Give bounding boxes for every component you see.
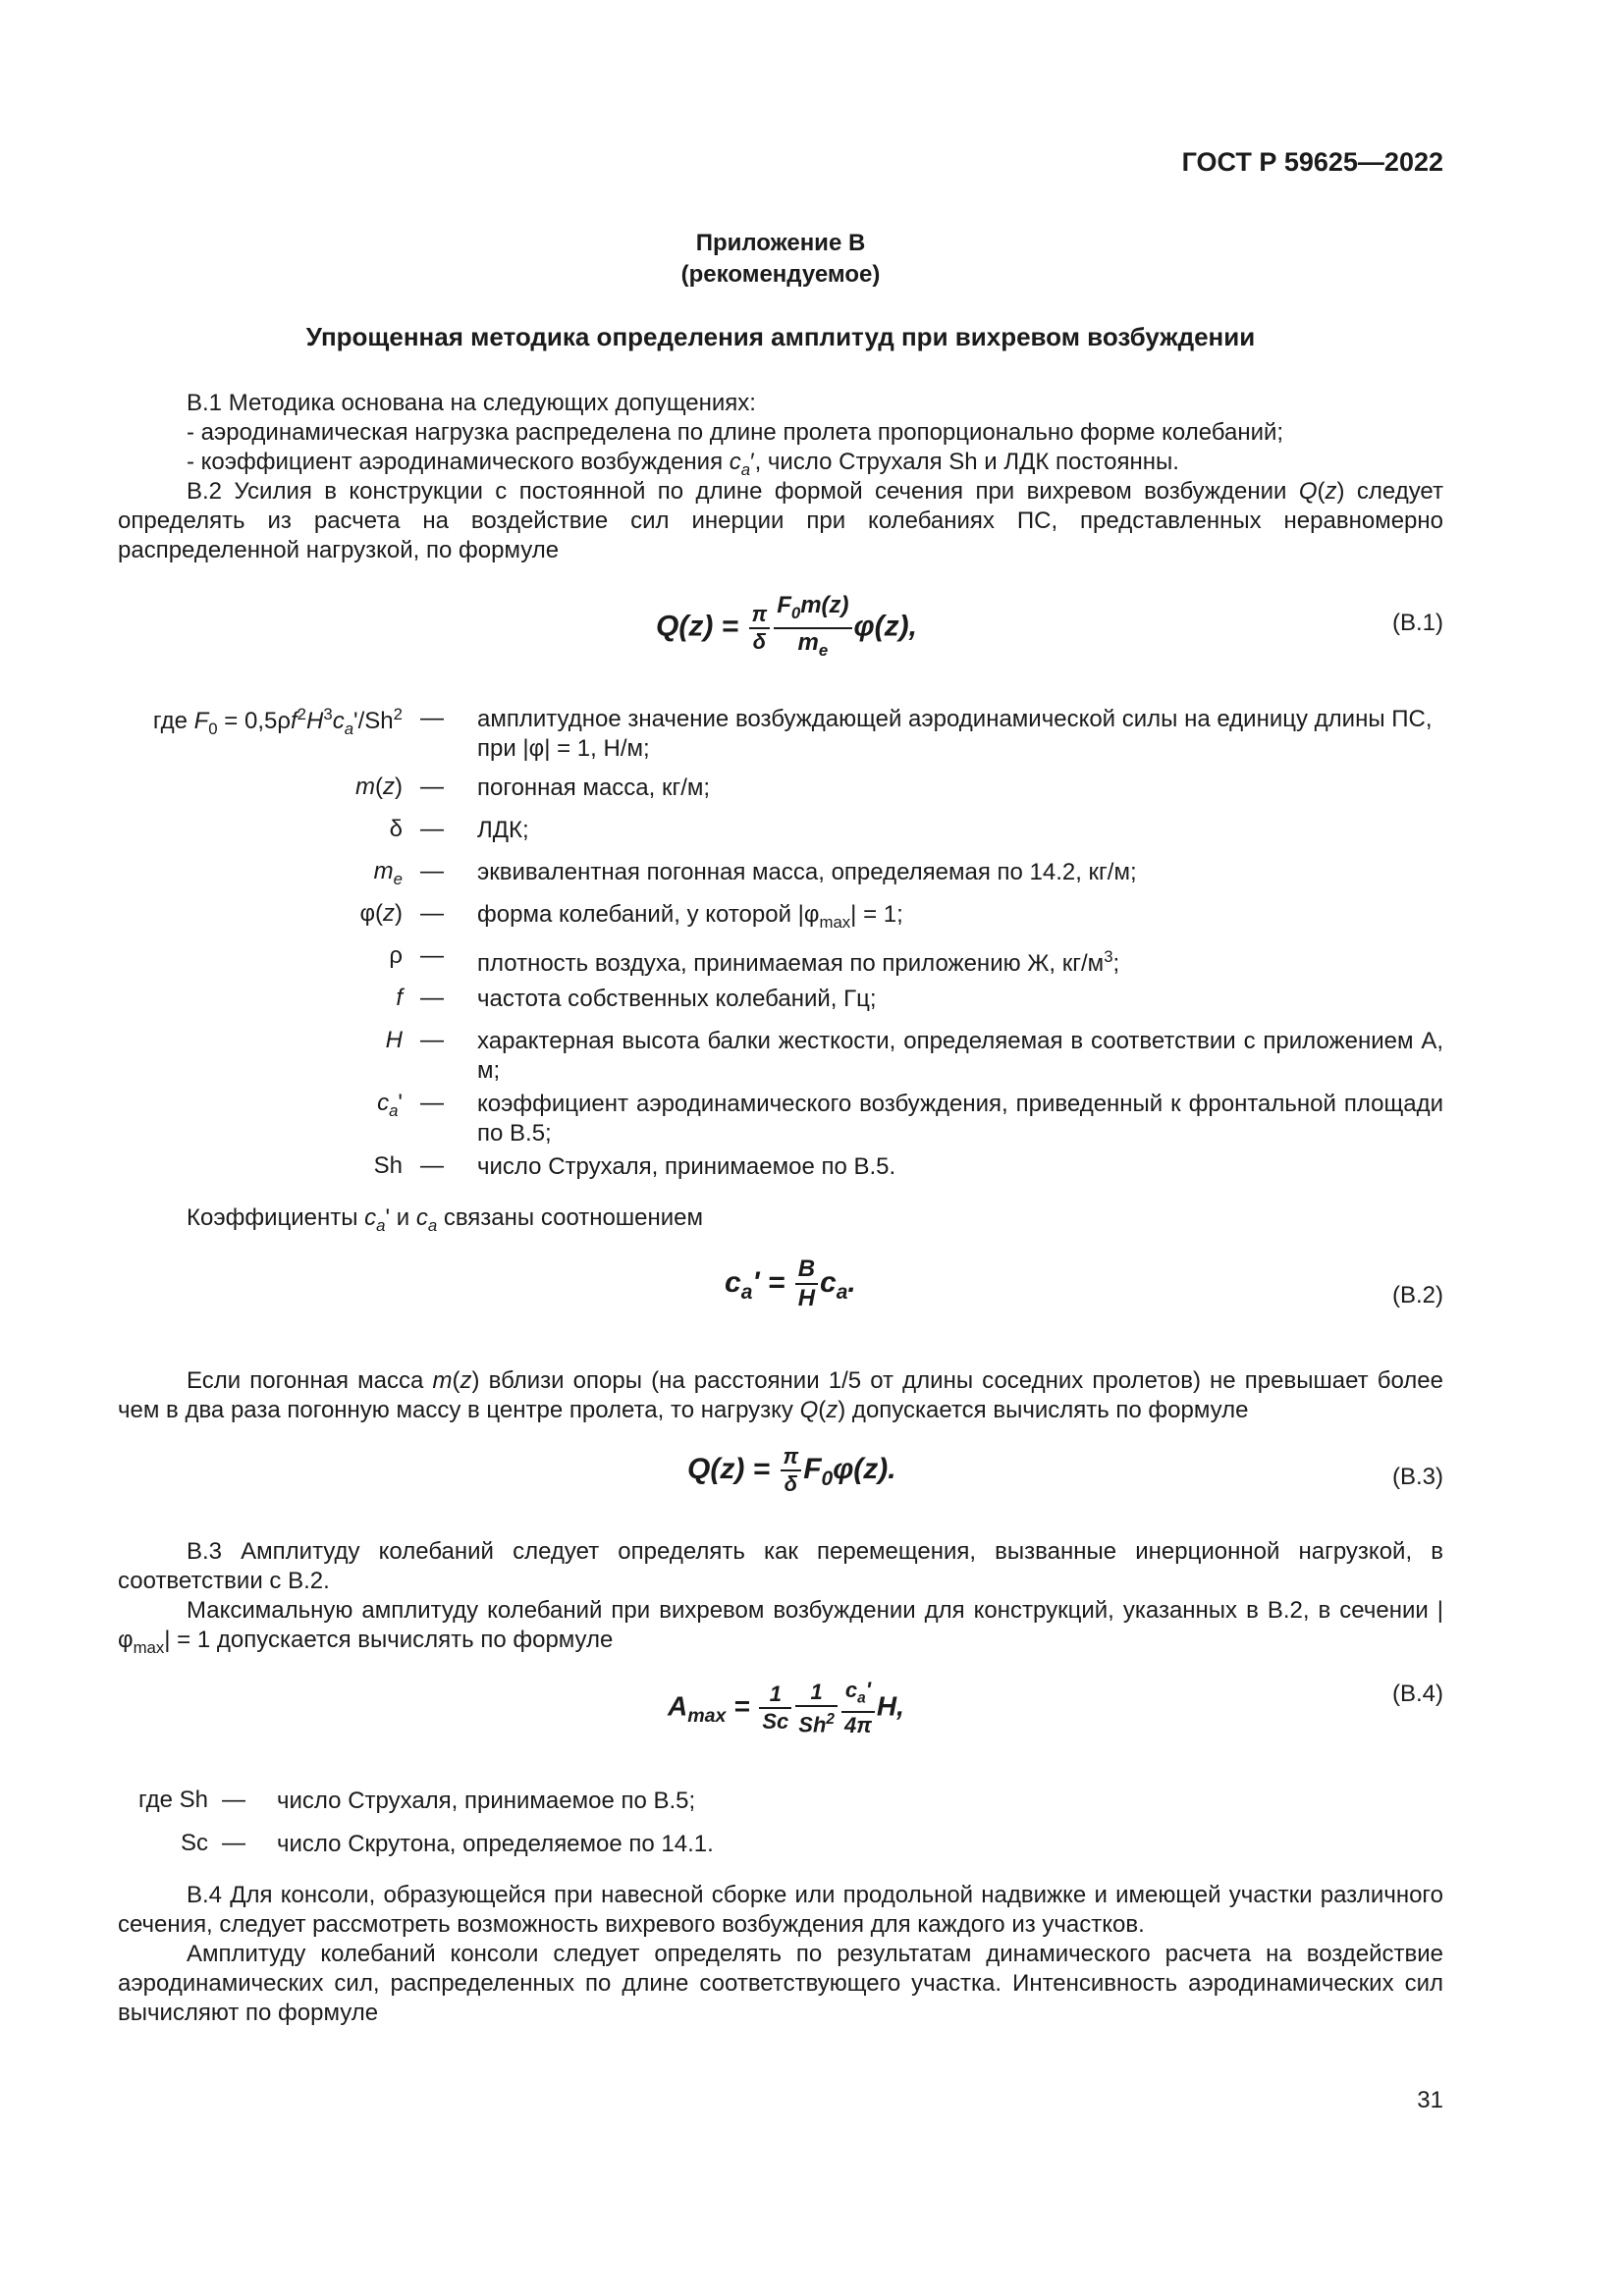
definition-text-phi: форма колебаний, у которой $|\varphi_{max}| = 1$; [477, 901, 903, 932]
definition-dash: — [222, 1787, 245, 1813]
definition-text-sc: число Скрутона, определяемое по 14.1. [277, 1831, 714, 1857]
definition-dash: — [420, 985, 444, 1011]
definition-dash: — [420, 1090, 444, 1116]
equation-number-b3: (В.3) [1391, 1464, 1443, 1490]
definition-symbol-sc: Sc [180, 1830, 208, 1856]
definition-symbol-sh-b4: где Sh [137, 1787, 208, 1813]
definition-symbol-phi: φ(z) [359, 900, 403, 927]
definition-dash: — [222, 1830, 245, 1856]
formula-b2: $c_a'$ = $\frac{B}{H}$ $c_a$. [725, 1255, 856, 1311]
definition-dash: — [420, 816, 444, 842]
mass-condition-paragraph: Если погонная масса m(z) вблизи опоры (на расстоянии 1/5 от длины соседних пролетов) не превышает более чем в два раза погонную массу в центре пролета, то нагрузку Q(z) допускается вычислять по формуле [118, 1367, 1443, 1423]
b1-assumption-2: - коэффициент аэродинамического возбуждения $c_a'$, число Струхаля Sh и ЛДК постоянны. [187, 449, 1179, 479]
definition-symbol-me: $m_e$ [373, 858, 403, 888]
definition-text-delta: ЛДК; [477, 817, 529, 843]
equation-number-b4: (В.4) [1391, 1681, 1443, 1707]
annex-heading: Упрощенная методика определения амплитуд при вихревом возбуждении [305, 322, 1256, 351]
formula-b4: $A_{max}$ = $\frac{1}{Sc}$ $\frac{1}{Sh^2}$ $\frac{c_a'}{4\pi}$ H, [668, 1678, 904, 1738]
definition-dash: — [420, 1152, 444, 1179]
equation-number-b1: (В.1) [1391, 610, 1443, 636]
definition-symbol-f: f [396, 985, 403, 1011]
definition-text-sh-b4: число Струхаля, принимаемое по В.5; [277, 1788, 696, 1814]
standard-code: ГОСТ Р 59625—2022 [1181, 147, 1443, 177]
formula-b1: Q(z) = $\frac{\pi}{\delta}$ $\frac{F_0m(z)}{m_e}$ φ(z), [656, 592, 917, 660]
definition-symbol-ca: $c_a'$ [377, 1090, 403, 1120]
b4-cantilever-paragraph: Амплитуду колебаний консоли следует определять по результатам динамического расчета на воздействие аэродинамических сил, распределенных по длине соответствующего участка. Интенсивность аэродинамических сил вычисляют по формуле [118, 1941, 1443, 2026]
definition-symbol-h: H [385, 1027, 403, 1053]
definition-text-h: характерная высота балки жесткости, определяемая в соответствии с приложением А, м; [477, 1028, 1443, 1084]
annex-title: Приложение В [695, 230, 866, 256]
page-number: 31 [1417, 2087, 1443, 2113]
b4-paragraph: В.4 Для консоли, образующейся при навесной сборке или продольной надвижке и имеющей участки различного сечения, следует рассмотреть возможность вихревого возбуждения для каждого из участков. [118, 1882, 1443, 1938]
definition-text-me: эквивалентная погонная масса, определяемая по 14.2, кг/м; [477, 859, 1137, 885]
definition-symbol-m: m(z) [355, 774, 403, 800]
definition-symbol-delta: δ [389, 816, 403, 842]
definition-dash: — [420, 900, 444, 927]
definition-dash: — [420, 774, 444, 800]
definition-text-rho: плотность воздуха, принимаемая по приложению Ж, $кг/м^3$; [477, 947, 1120, 977]
definition-symbol-sh: Sh [373, 1152, 403, 1179]
definition-text-f: частота собственных колебаний, Гц; [477, 986, 877, 1012]
definition-dash: — [420, 1027, 444, 1053]
b3-paragraph: В.3 Амплитуду колебаний следует определять как перемещения, вызванные инерционной нагрузкой, в соответствии с В.2. [118, 1538, 1443, 1594]
b1-assumption-1: - аэродинамическая нагрузка распределена по длине пролета пропорционально форме колебаний; [187, 419, 1284, 446]
definition-text-m: погонная масса, кг/м; [477, 774, 711, 801]
b1-intro: В.1 Методика основана на следующих допущениях: [187, 390, 756, 416]
definition-symbol-rho: ρ [389, 942, 403, 969]
formula-b3: Q(z) = $\frac{\pi}{\delta}$ $F_0\varphi(z)$. [687, 1444, 896, 1496]
b2-paragraph: В.2 Усилия в конструкции с постоянной по длине формой сечения при вихревом возбуждении Q(z) следует определять из расчета на воздействие сил инерции при колебаниях ПС, представленных неравномерно распределенной нагрузкой, по формуле [118, 478, 1443, 563]
definition-dash: — [420, 858, 444, 884]
definition-text-sh: число Струхаля, принимаемое по В.5. [477, 1153, 896, 1180]
annex-status: (рекомендуемое) [680, 261, 881, 288]
definition-dash: — [420, 705, 444, 731]
definition-dash: — [420, 942, 444, 969]
definition-text-f0: амплитудное значение возбуждающей аэродинамической силы на единицу длины ПС, при |φ| = 1, Н/м; [477, 706, 1433, 762]
b3-max-amplitude-paragraph: Максимальную амплитуду колебаний при вихревом возбуждении для конструкций, указанных в В.2, в сечении $|\varphi_{max}| = 1$ допускается вычислять по формуле [118, 1597, 1443, 1657]
coefficients-relation-text: Коэффициенты $c_a'$ и $c_a$ связаны соотношением [187, 1204, 703, 1235]
definition-symbol-f0: где $F_0 = 0,5\rho f^2H^3c_a'/Sh^2$ [152, 705, 403, 738]
definition-text-ca: коэффициент аэродинамического возбуждения, приведенный к фронтальной площади по В.5; [477, 1091, 1443, 1147]
equation-number-b2: (В.2) [1391, 1282, 1443, 1308]
